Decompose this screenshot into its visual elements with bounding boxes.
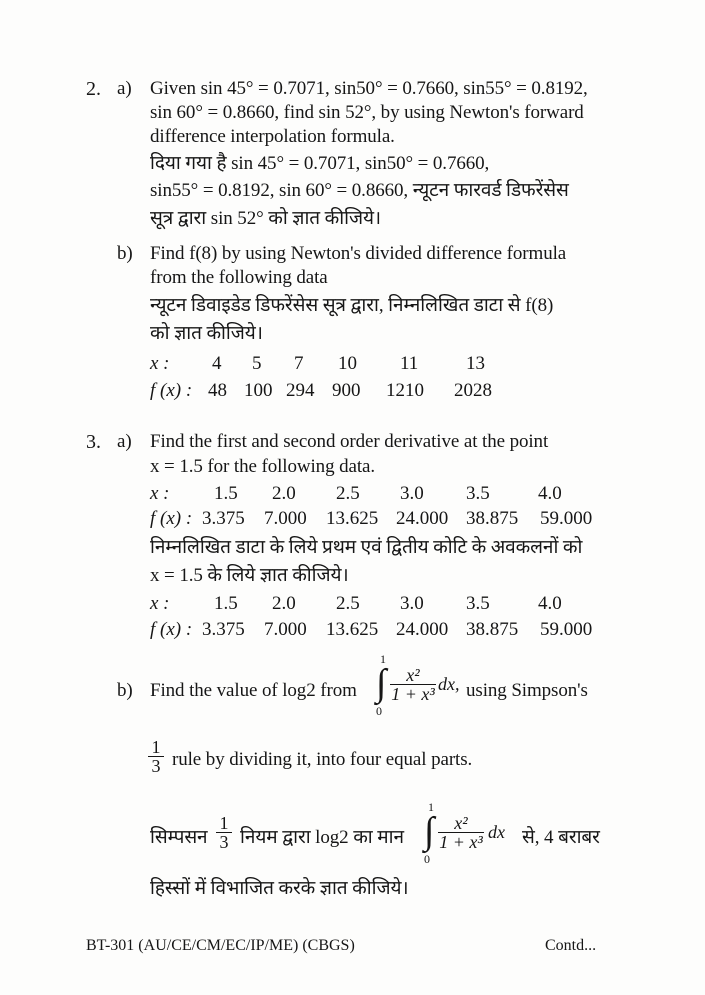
integrand-numerator: x² <box>406 665 420 685</box>
q3a-english-line-1: Find the first and second order derivative at the point <box>150 431 549 452</box>
table-cell: 59.000 <box>540 508 593 529</box>
fraction-numerator: 1 <box>151 737 161 757</box>
differential: dx <box>488 822 505 842</box>
q3a-x-row-2 <box>150 593 562 615</box>
fraction-numerator: 1 <box>219 813 229 833</box>
x-row-label: x : <box>150 353 170 374</box>
table-cell: 13.625 <box>326 619 379 640</box>
fx-row-label: f (x) : <box>150 508 193 529</box>
table-cell: 10 <box>338 353 357 374</box>
table-cell: 2.0 <box>272 483 296 504</box>
upper-limit: 1 <box>380 652 386 666</box>
table-cell: 3.5 <box>466 483 490 504</box>
table-cell: 24.000 <box>396 508 449 529</box>
table-cell: 4 <box>212 353 222 374</box>
q2b-fx-row <box>150 380 492 402</box>
q3a-x-row-1 <box>150 483 562 505</box>
q2a-english-line-2: sin 60° = 0.8660, find sin 52°, by using Newton's forward <box>150 102 584 123</box>
table-cell: 11 <box>400 353 419 374</box>
part-label: a) <box>117 78 132 99</box>
table-cell: 294 <box>286 380 315 401</box>
q3a-fx-row-1 <box>150 508 592 530</box>
fx-row-label: f (x) : <box>150 619 193 640</box>
upper-limit: 1 <box>428 800 434 814</box>
fx-row-label: f (x) : <box>150 380 193 401</box>
table-cell: 2028 <box>454 380 492 401</box>
table-cell: 7 <box>294 353 304 374</box>
q3a-hindi-line-1: निम्नलिखित डाटा के लिये प्रथम एवं द्वितीय कोटि के अवकलनों को <box>150 537 583 558</box>
part-label: a) <box>117 431 132 452</box>
table-cell: 2.5 <box>336 593 360 614</box>
continued-label: Contd... <box>545 937 597 954</box>
table-cell: 3.0 <box>400 593 424 614</box>
fraction-denominator: 3 <box>151 756 161 776</box>
table-cell: 7.000 <box>264 619 307 640</box>
q3b-hindi-line-1-mid: नियम द्वारा log2 का मान <box>240 827 404 848</box>
q2b-english-line-1: Find f(8) by using Newton's divided difference formula <box>150 243 567 264</box>
part-label: b) <box>117 243 133 264</box>
q3b-english-line-1-end: using Simpson's <box>466 680 588 701</box>
table-cell: 38.875 <box>466 619 519 640</box>
q2a-hindi-line-1: दिया गया है sin 45° = 0.7071, sin50° = 0.7660, <box>150 153 490 174</box>
q3a-fx-row-2 <box>150 619 592 641</box>
table-cell: 3.5 <box>466 593 490 614</box>
table-cell: 900 <box>332 380 361 401</box>
integral-expression <box>420 800 520 870</box>
q2a-hindi-line-3: सूत्र द्वारा sin 52° को ज्ञात कीजिये। <box>150 208 382 229</box>
q2a-english-line-1: Given sin 45° = 0.7071, sin50° = 0.7660, sin55° = 0.8192, <box>150 78 588 99</box>
table-cell: 2.5 <box>336 483 360 504</box>
question-number: 2. <box>86 78 101 100</box>
q2a-hindi-line-2: sin55° = 0.8192, sin 60° = 0.8660, न्यूटन फारवर्ड डिफरेंसेस <box>150 180 569 201</box>
table-cell: 100 <box>244 380 273 401</box>
integrand-numerator: x² <box>454 813 468 833</box>
table-cell: 7.000 <box>264 508 307 529</box>
part-label: b) <box>117 680 133 701</box>
q3a-hindi-line-2: x = 1.5 के लिये ज्ञात कीजिये। <box>150 565 349 586</box>
table-cell: 3.0 <box>400 483 424 504</box>
integrand-denominator: 1 + x³ <box>439 832 483 852</box>
table-cell: 3.375 <box>202 619 245 640</box>
integrand-fraction <box>390 666 436 703</box>
q3a-english-line-2: x = 1.5 for the following data. <box>150 456 376 477</box>
table-cell: 1210 <box>386 380 424 401</box>
paper-code: BT-301 (AU/CE/CM/EC/IP/ME) (CBGS) <box>86 937 355 954</box>
integrand-fraction <box>438 814 484 851</box>
table-cell: 4.0 <box>538 593 562 614</box>
table-cell: 1.5 <box>214 483 238 504</box>
table-cell: 24.000 <box>396 619 449 640</box>
q3b-english-line-2: rule by dividing it, into four equal parts. <box>172 749 473 770</box>
table-cell: 13 <box>466 353 485 374</box>
q2b-hindi-line-1: न्यूटन डिवाइडेड डिफरेंसेस सूत्र द्वारा, निम्नलिखित डाटा से f(8) <box>150 295 554 316</box>
table-cell: 13.625 <box>326 508 379 529</box>
differential: dx, <box>438 674 460 694</box>
x-row-label: x : <box>150 483 170 504</box>
integral-sign: ∫ <box>376 662 387 704</box>
table-cell: 59.000 <box>540 619 593 640</box>
table-cell: 3.375 <box>202 508 245 529</box>
table-cell: 5 <box>252 353 262 374</box>
q2b-english-line-2: from the following data <box>150 267 328 288</box>
q3b-hindi-line-1-end: से, 4 बराबर <box>522 827 600 848</box>
lower-limit: 0 <box>424 852 430 866</box>
q3b-english-line-1: Find the value of log2 from <box>150 680 357 701</box>
integral-expression <box>372 652 462 722</box>
one-third-fraction <box>216 814 232 851</box>
table-cell: 4.0 <box>538 483 562 504</box>
question-number: 3. <box>86 431 101 453</box>
table-cell: 2.0 <box>272 593 296 614</box>
integrand-denominator: 1 + x³ <box>391 684 435 704</box>
lower-limit: 0 <box>376 704 382 718</box>
table-cell: 48 <box>208 380 227 401</box>
q2b-hindi-line-2: को ज्ञात कीजिये। <box>150 323 263 344</box>
q3b-hindi-line-2: हिस्सों में विभाजित करके ज्ञात कीजिये। <box>150 878 409 899</box>
q3b-hindi-line-1-start: सिम्पसन <box>150 827 208 848</box>
one-third-fraction <box>148 738 164 775</box>
fraction-denominator: 3 <box>219 832 229 852</box>
table-cell: 1.5 <box>214 593 238 614</box>
integral-sign: ∫ <box>424 810 435 852</box>
table-cell: 38.875 <box>466 508 519 529</box>
x-row-label: x : <box>150 593 170 614</box>
q2b-x-row <box>150 353 485 375</box>
q2a-english-line-3: difference interpolation formula. <box>150 126 395 147</box>
